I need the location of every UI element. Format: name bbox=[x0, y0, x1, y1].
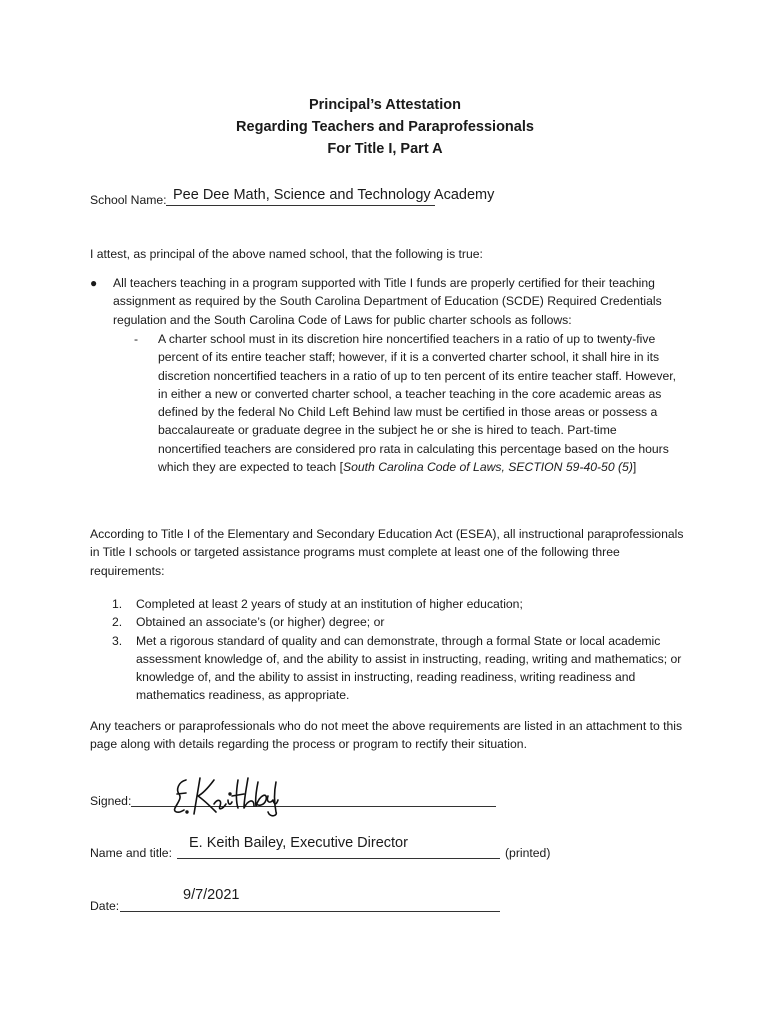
requirements-list bbox=[90, 595, 690, 705]
document-program: For Title I, Part A bbox=[327, 141, 443, 157]
list-item bbox=[90, 595, 690, 613]
law-citation: South Carolina Code of Laws, SECTION 59-40-50 (5) bbox=[342, 460, 633, 475]
document-title: Principal’s Attestation bbox=[308, 97, 461, 113]
handwritten-signature bbox=[170, 772, 285, 818]
attest-intro: I attest, as principal of the above named school, that the following is true: bbox=[90, 247, 483, 261]
esea-paragraph: According to Title I of the Elementary and Secondary Education Act (ESEA), all instructional paraprofessionals in Title I schools or targeted assistance programs must complete at least one of the following three requirements: bbox=[90, 527, 684, 578]
name-title-line bbox=[177, 858, 500, 859]
list-number: 1. bbox=[112, 597, 123, 611]
subitem-text bbox=[158, 330, 683, 476]
date-line bbox=[120, 911, 500, 912]
date-field[interactable]: 9/7/2021 bbox=[183, 887, 240, 903]
name-title-row bbox=[90, 846, 172, 860]
bullet-icon: ● bbox=[90, 276, 98, 290]
bullet-text: All teachers teaching in a program supported with Title I funds are properly certified for their teaching assignment as required by the South Carolina Department of Education (SCDE) Required Credentials regulation and the South Carolina Code of Laws for public charter schools as follows: bbox=[113, 276, 662, 327]
list-number: 3. bbox=[112, 633, 123, 648]
date-label: Date: bbox=[90, 899, 120, 913]
list-text: Obtained an associate’s (or higher) degree; or bbox=[136, 615, 385, 630]
closing-paragraph: Any teachers or paraprofessionals who do not meet the above requirements are listed in an attachment to this page along with details regarding the process or program to rectify their situation. bbox=[90, 719, 683, 752]
dash-icon: - bbox=[134, 332, 139, 346]
name-title-label: Name and title: bbox=[90, 846, 172, 860]
list-number: 2. bbox=[112, 615, 123, 630]
school-name-line bbox=[166, 205, 435, 206]
school-name-field[interactable]: Pee Dee Math, Science and Technology Academy bbox=[173, 187, 495, 203]
document-subtitle: Regarding Teachers and Paraprofessionals bbox=[236, 119, 534, 135]
signed-row bbox=[90, 794, 131, 808]
list-item bbox=[90, 632, 690, 705]
school-name-label: School Name: bbox=[90, 193, 167, 207]
subitem-body: A charter school must in its discretion hire noncertified teachers in a ratio of up to twenty-five percent of its entire teacher staff; however, if it is a converted charter school, it shall hire in its discretion noncertified teachers in a ratio of up to ten percent of its entire teacher staff. However, in either a new or converted charter school, a teacher teaching in the core academic areas as defined by the federal No Child Left Behind law must be certified in those areas or possess a baccalaureate or graduate degree in the subject he or she is hired to teach. Part-time noncertified teachers are considered pro rata in calculating this percentage based on the hours which they are expected to teach [ bbox=[158, 332, 677, 475]
name-title-field[interactable]: E. Keith Bailey, Executive Director bbox=[189, 835, 408, 851]
date-row bbox=[90, 899, 119, 913]
signed-label: Signed: bbox=[90, 794, 132, 808]
list-text: Completed at least 2 years of study at an institution of higher education; bbox=[136, 597, 523, 611]
list-text: Met a rigorous standard of quality and can demonstrate, through a formal State or local academic assessment knowledge of, and the ability to assist in instructing, reading, writing and mathematics; or knowledge of, and the ability to assist in instructing, reading readiness, writing readiness and mathematics readiness, as appropriate. bbox=[136, 633, 682, 703]
citation-close: ] bbox=[632, 460, 637, 475]
list-item bbox=[90, 613, 690, 631]
school-name-row bbox=[90, 186, 690, 208]
printed-note: (printed) bbox=[505, 846, 551, 860]
